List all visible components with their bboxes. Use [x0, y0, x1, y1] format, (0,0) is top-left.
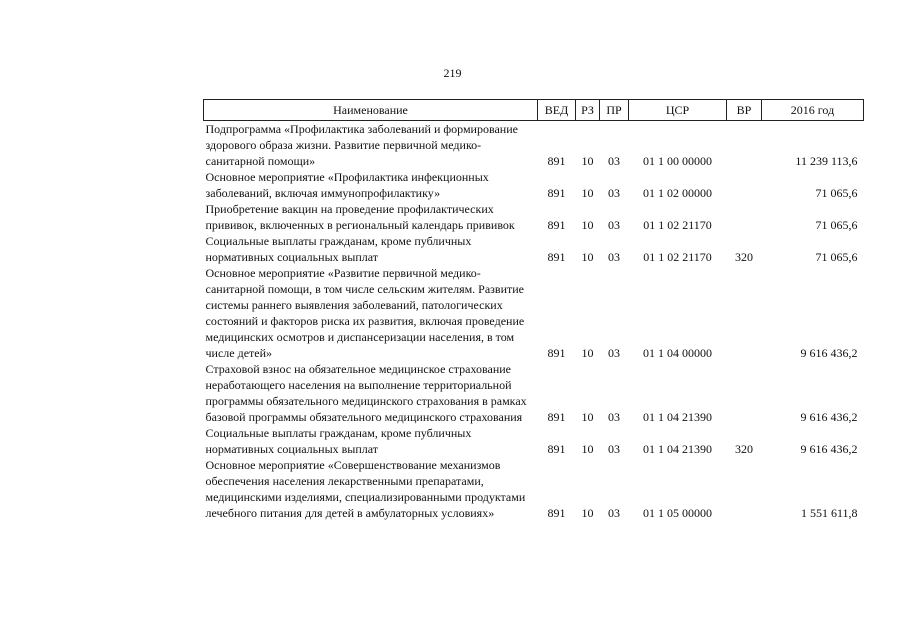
row-vr	[727, 457, 762, 521]
header-rz: РЗ	[576, 100, 600, 121]
row-vr	[727, 361, 762, 425]
row-csr: 01 1 04 21390	[643, 410, 712, 424]
row-rz: 10	[581, 154, 594, 168]
row-rz: 10	[581, 506, 594, 520]
row-pr: 03	[608, 250, 620, 264]
row-sum: 11 239 113,6	[795, 154, 858, 168]
row-rz: 10	[581, 410, 594, 424]
table-header	[204, 100, 864, 121]
row-sum: 71 065,6	[815, 218, 858, 232]
table-row	[204, 201, 864, 233]
row-name: Социальные выплаты гражданам, кроме публичных нормативных социальных выплат	[205, 234, 472, 264]
row-pr: 03	[608, 346, 620, 360]
header-vr: ВР	[727, 100, 762, 121]
table-row	[204, 121, 864, 170]
row-name: Страховой взнос на обязательное медицинское страхование неработающего населения на выполнение территориальной программы обязательного медицинского страхования в рамках базовой программы обязательного медицинского страхования	[205, 362, 527, 424]
row-csr: 01 1 05 00000	[643, 506, 712, 520]
row-pr: 03	[608, 506, 620, 520]
row-rz: 10	[581, 442, 594, 456]
row-ved: 891	[547, 410, 566, 424]
table-row	[204, 457, 864, 521]
table-row	[204, 361, 864, 425]
row-sum: 9 616 436,2	[800, 442, 858, 456]
page-number: 219	[443, 66, 462, 80]
row-sum: 71 065,6	[815, 186, 858, 200]
row-pr: 03	[608, 154, 620, 168]
row-sum: 71 065,6	[815, 250, 858, 264]
header-csr: ЦСР	[629, 100, 727, 121]
row-vr: 320	[735, 250, 753, 264]
row-pr: 03	[608, 218, 620, 232]
row-csr: 01 1 00 00000	[643, 154, 712, 168]
row-name: Приобретение вакцин на проведение профилактических прививок, включенных в региональный календарь прививок	[205, 202, 515, 232]
table-row	[204, 425, 864, 457]
row-sum: 1 551 611,8	[800, 506, 858, 520]
table-row	[204, 233, 864, 265]
row-ved: 891	[547, 250, 566, 264]
row-name: Основное мероприятие «Развитие первичной медико-санитарной помощи, в том числе сельским жителям. Развитие системы раннего выявления заболеваний, патологических состояний и факторов риска их развития, включая проведение медицинских осмотров и диспансеризации населения, в том числе детей»	[205, 266, 525, 360]
row-vr	[727, 265, 762, 361]
row-sum: 9 616 436,2	[800, 346, 858, 360]
row-pr: 03	[608, 186, 620, 200]
row-csr: 01 1 04 00000	[643, 346, 712, 360]
header-row	[204, 100, 864, 121]
row-name: Основное мероприятие «Совершенствование механизмов обеспечения населения лекарственными препаратами, медицинскими изделиями, специализированными продуктами лечебного питания для детей в амбулаторных условиях»	[205, 458, 526, 520]
row-ved: 891	[547, 346, 566, 360]
row-pr: 03	[608, 410, 620, 424]
table-row	[204, 265, 864, 361]
row-rz: 10	[581, 186, 594, 200]
header-name: Наименование	[204, 100, 538, 121]
header-ved: ВЕД	[538, 100, 576, 121]
row-rz: 10	[581, 250, 594, 264]
row-vr: 320	[735, 442, 753, 456]
table-body	[204, 121, 864, 522]
row-ved: 891	[547, 218, 566, 232]
budget-table	[203, 99, 864, 521]
row-sum: 9 616 436,2	[800, 410, 858, 424]
row-name: Социальные выплаты гражданам, кроме публичных нормативных социальных выплат	[205, 426, 472, 456]
row-csr: 01 1 04 21390	[643, 442, 712, 456]
row-csr: 01 1 02 00000	[643, 186, 712, 200]
header-pr: ПР	[600, 100, 629, 121]
row-rz: 10	[581, 218, 594, 232]
row-name: Основное мероприятие «Профилактика инфекционных заболеваний, включая иммунопрофилактику»	[205, 170, 489, 200]
row-vr	[727, 121, 762, 170]
row-csr: 01 1 02 21170	[643, 218, 712, 232]
row-vr	[727, 169, 762, 201]
row-csr: 01 1 02 21170	[643, 250, 712, 264]
row-name: Подпрограмма «Профилактика заболеваний и формирование здорового образа жизни. Развитие первичной медико-санитарной помощи»	[205, 122, 518, 168]
row-ved: 891	[547, 186, 566, 200]
row-ved: 891	[547, 154, 566, 168]
row-vr	[727, 201, 762, 233]
row-pr: 03	[608, 442, 620, 456]
row-ved: 891	[547, 506, 566, 520]
header-sum: 2016 год	[762, 100, 864, 121]
row-rz: 10	[581, 346, 594, 360]
table-row	[204, 169, 864, 201]
row-ved: 891	[547, 442, 566, 456]
